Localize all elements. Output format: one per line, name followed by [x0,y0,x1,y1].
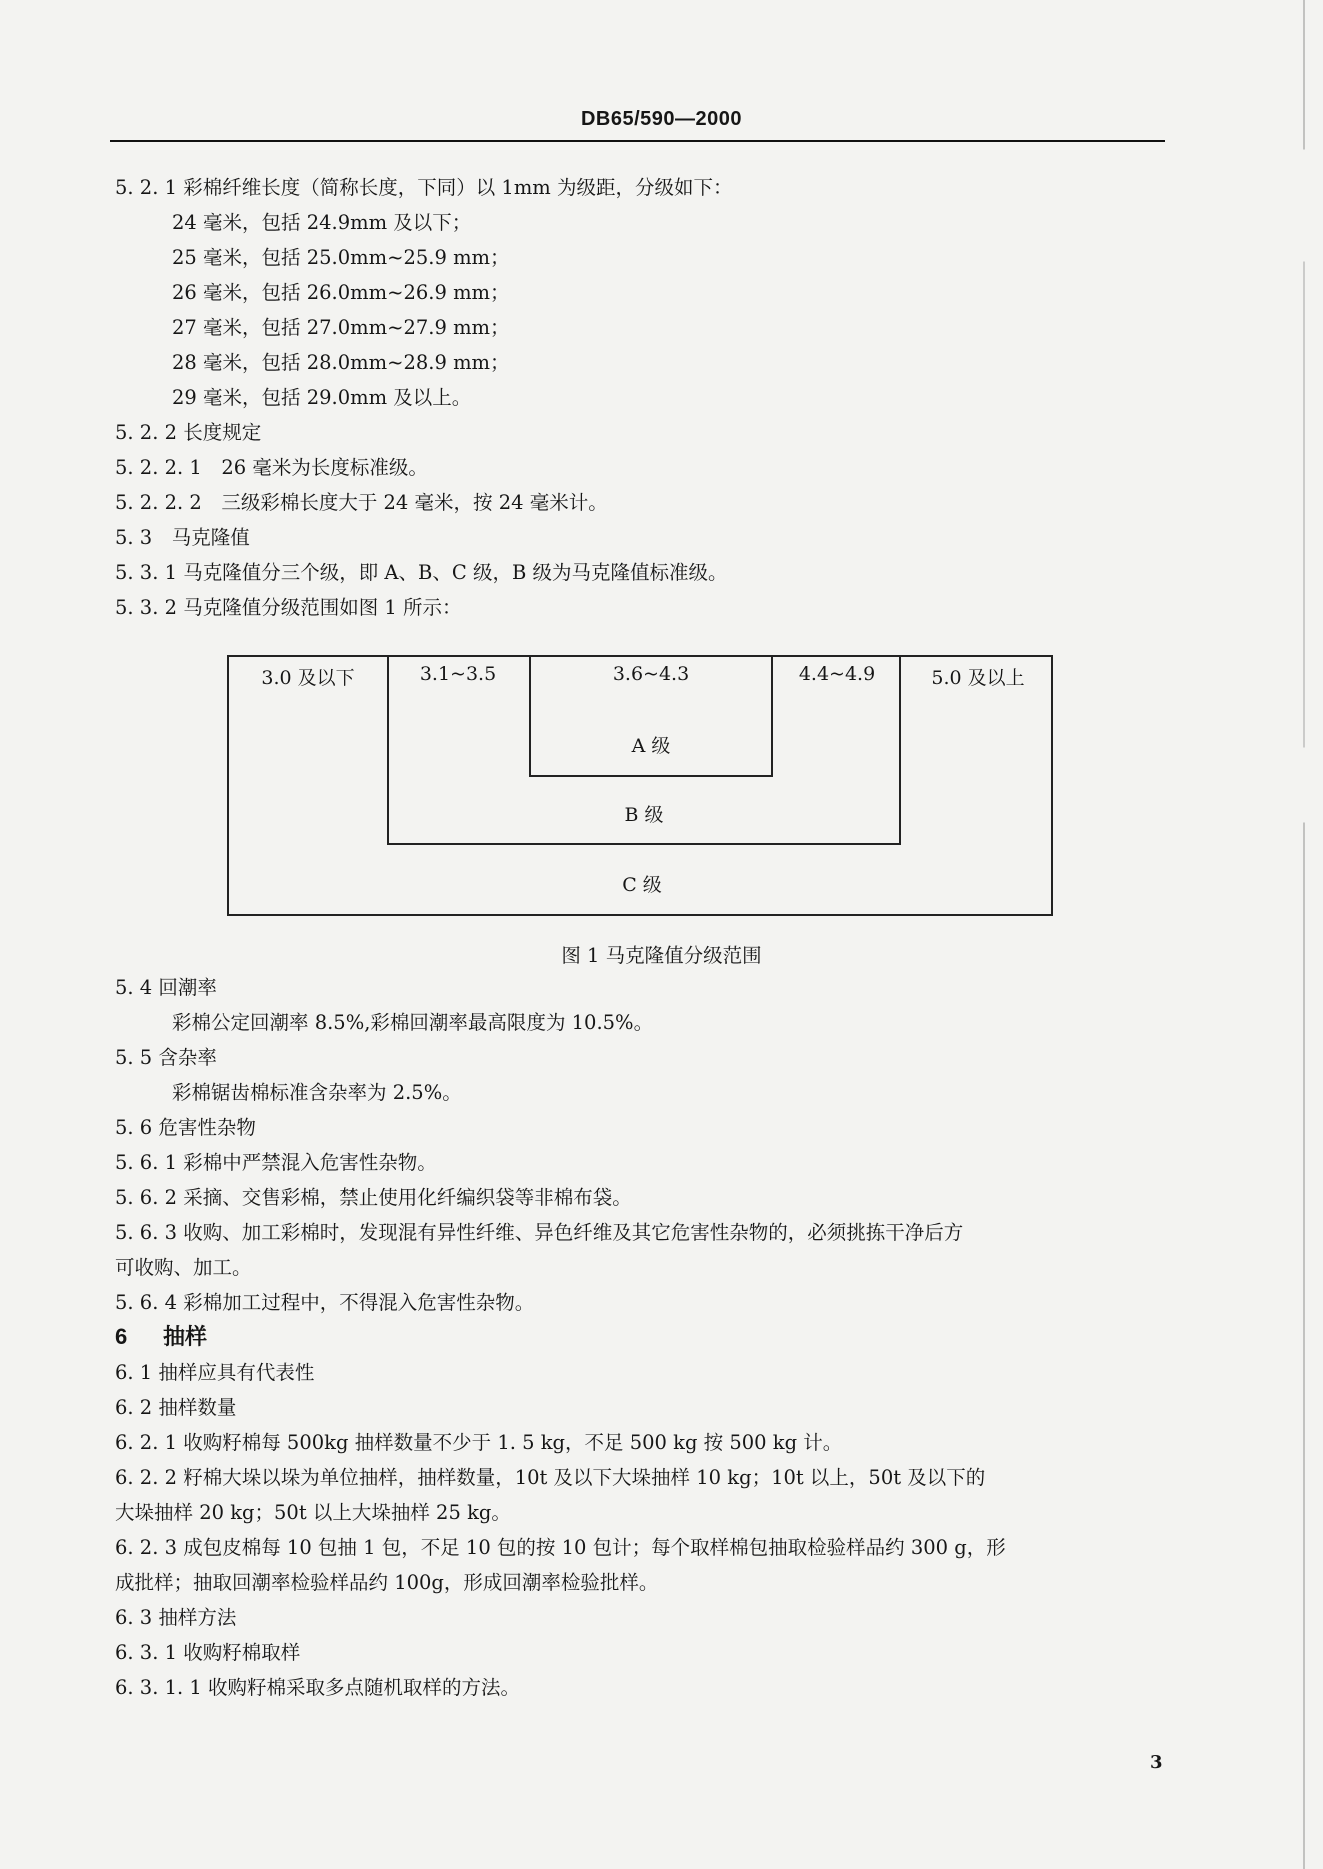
text-line: 6. 3. 1. 1 收购籽棉采取多点随机取样的方法。 [115,1676,521,1699]
range-label: 5.0 及以上 [931,667,1025,689]
text-line: 26 毫米，包括 26.0mm~26.9 mm； [172,281,510,304]
text-line: 6. 1 抽样应具有代表性 [115,1361,315,1384]
text-line: 25 毫米，包括 25.0mm~25.9 mm； [172,246,510,269]
range-label: 4.4~4.9 [798,663,876,685]
grade-b-label: B 级 [624,804,664,826]
section-6-heading [115,1324,207,1350]
text-line: 5. 2. 2 长度规定 [115,421,262,444]
section-title: 抽样 [163,1324,208,1349]
text-line: 彩棉公定回潮率 8.5%,彩棉回潮率最高限度为 10.5%。 [172,1011,654,1034]
text-line: 彩棉锯齿棉标准含杂率为 2.5%。 [172,1081,462,1104]
text-line: 5. 2. 2. 2 三级彩棉长度大于 24 毫米，按 24 毫米计。 [115,491,608,514]
grade-a-label: A 级 [631,735,671,757]
text-line: 6. 2. 3 成包皮棉每 10 包抽 1 包，不足 10 包的按 10 包计；每个取样棉包抽取检验样品约 300 g，形 [115,1536,1006,1559]
text-line: 5. 6 危害性杂物 [115,1116,256,1139]
micronaire-grade-figure [227,655,1053,916]
text-line: 5. 4 回潮率 [115,976,217,999]
text-line: 5. 2. 1 彩棉纤维长度（简称长度，下同）以 1mm 为级距，分级如下： [115,176,733,199]
section-number: 6 [115,1324,128,1349]
text-line: 5. 2. 2. 1 26 毫米为长度标准级。 [115,456,428,479]
text-line: 28 毫米，包括 28.0mm~28.9 mm； [172,351,510,374]
text-line: 5. 6. 3 收购、加工彩棉时，发现混有异性纤维、异色纤维及其它危害性杂物的，必须挑拣干净后方 [115,1221,964,1244]
text-line: 成批样；抽取回潮率检验样品约 100g，形成回潮率检验批样。 [115,1571,659,1594]
text-line: 24 毫米，包括 24.9mm 及以下； [172,211,472,234]
text-line: 6. 2. 2 籽棉大垛以垛为单位抽样，抽样数量，10t 及以下大垛抽样 10 kg；10t 以上，50t 及以下的 [115,1466,986,1489]
text-line: 5. 6. 2 采摘、交售彩棉，禁止使用化纤编织袋等非棉布袋。 [115,1186,632,1209]
text-line: 6. 2 抽样数量 [115,1396,237,1419]
text-line: 5. 3. 2 马克隆值分级范围如图 1 所示： [115,596,462,619]
text-line: 5. 6. 1 彩棉中严禁混入危害性杂物。 [115,1151,437,1174]
range-label: 3.1~3.5 [419,663,497,685]
grade-c-label: C 级 [622,874,662,896]
text-line: 5. 3 马克隆值 [115,526,250,549]
text-line: 可收购、加工。 [115,1256,252,1279]
text-line: 6. 3 抽样方法 [115,1606,237,1629]
text-line: 6. 2. 1 收购籽棉每 500kg 抽样数量不少于 1. 5 kg，不足 500 kg 按 500 kg 计。 [115,1431,843,1454]
header-rule [110,140,1165,142]
text-line: 5. 3. 1 马克隆值分三个级，即 A、B、C 级，B 级为马克隆值标准级。 [115,561,728,584]
range-label: 3.6~4.3 [612,663,690,685]
text-line: 5. 6. 4 彩棉加工过程中，不得混入危害性杂物。 [115,1291,535,1314]
text-line: 29 毫米，包括 29.0mm 及以上。 [172,386,472,409]
text-line: 大垛抽样 20 kg；50t 以上大垛抽样 25 kg。 [115,1501,511,1524]
figure-caption: 图 1 马克隆值分级范围 [561,944,762,967]
text-line: 5. 5 含杂率 [115,1046,217,1069]
text-line: 27 毫米，包括 27.0mm~27.9 mm； [172,316,510,339]
text-line: 6. 3. 1 收购籽棉取样 [115,1641,301,1664]
range-label: 3.0 及以下 [261,667,355,689]
page-number: 3 [1150,1752,1163,1773]
standard-code: DB65/590—2000 [580,108,743,130]
scan-edge [1303,0,1305,1869]
